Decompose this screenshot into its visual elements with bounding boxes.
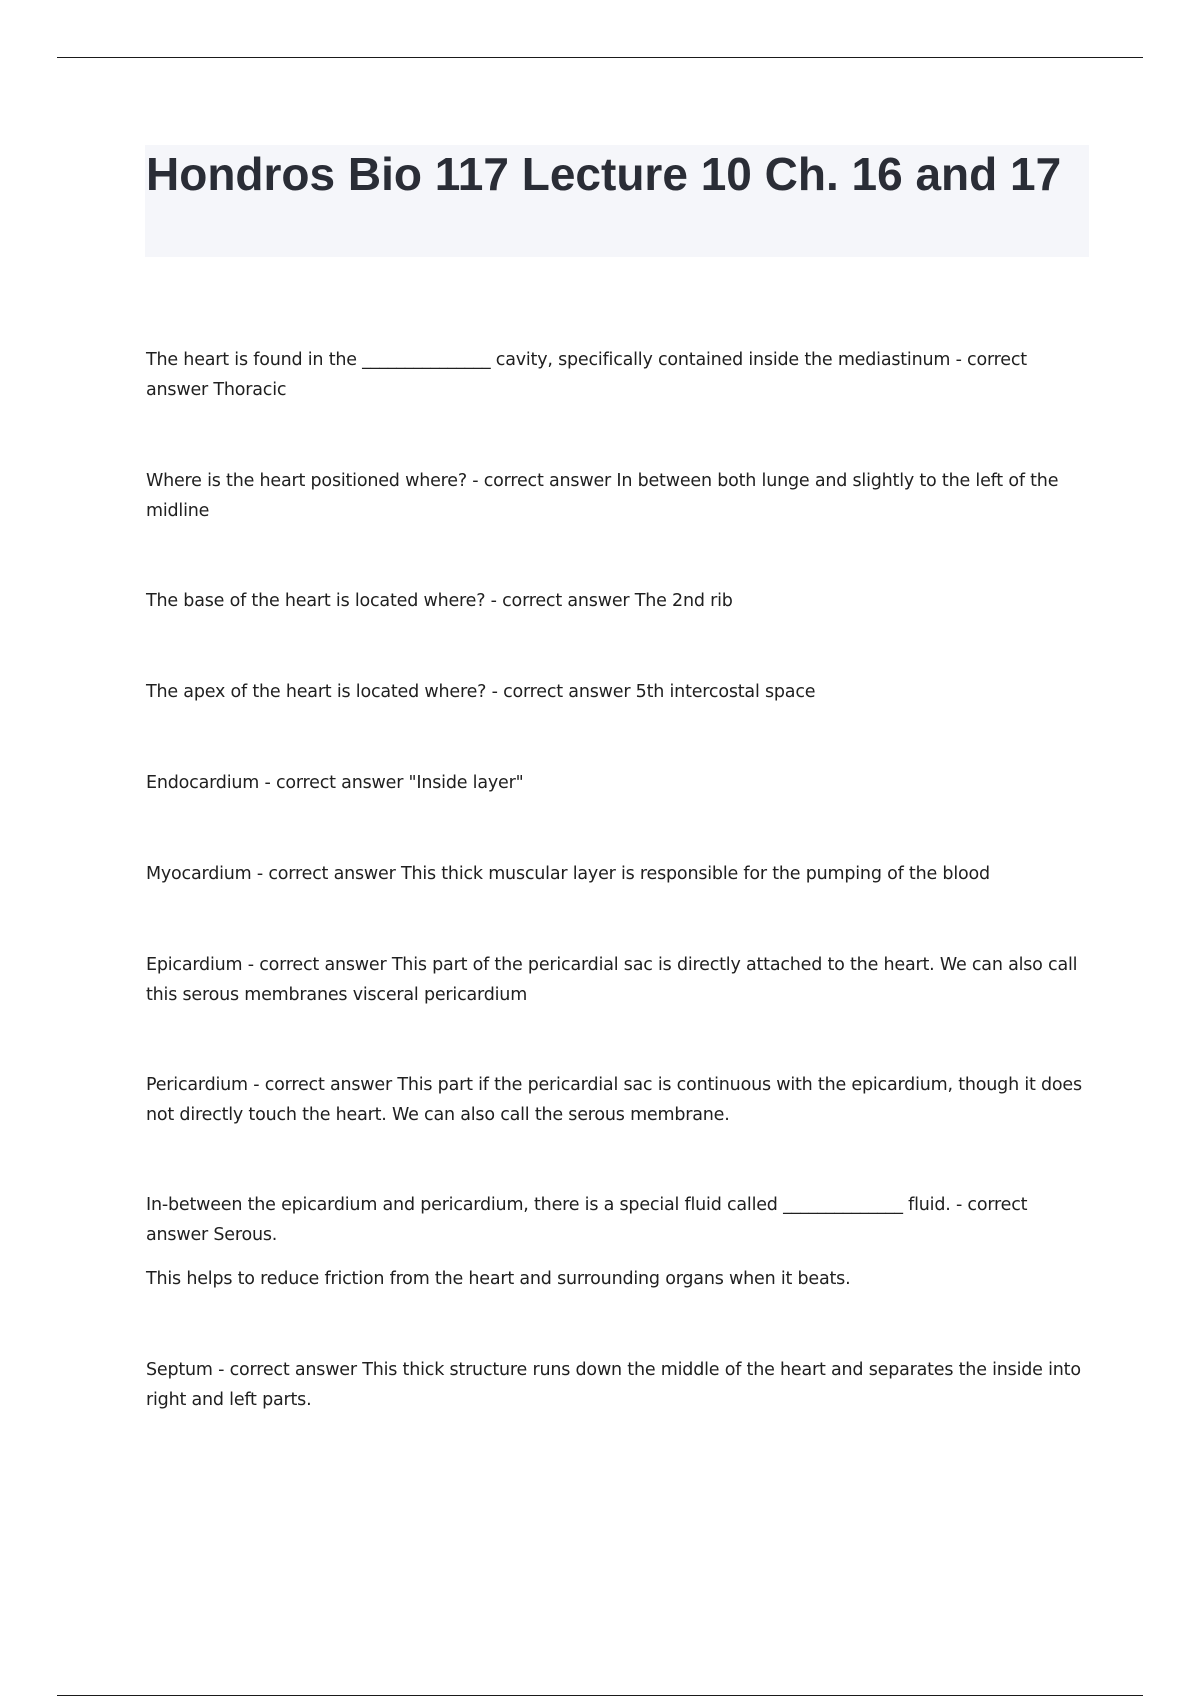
qa-item-serous-fluid: In-between the epicardium and pericardium, there is a special fluid called ______________ fluid. - correct answer Serous. xyxy=(146,1195,1028,1245)
qa-item-heart-position: Where is the heart positioned where? - correct answer In between both lunge and slightly to the left of the midline xyxy=(146,471,1059,521)
bottom-rule xyxy=(57,1695,1143,1696)
qa-item-endocardium: Endocardium - correct answer "Inside layer" xyxy=(146,773,524,793)
qa-item-heart-apex: The apex of the heart is located where? - correct answer 5th intercostal space xyxy=(146,682,816,702)
qa-item-septum: Septum - correct answer This thick structure runs down the middle of the heart and separates the inside into right and left parts. xyxy=(146,1360,1081,1410)
qa-item-heart-base: The base of the heart is located where? - correct answer The 2nd rib xyxy=(146,591,733,611)
qa-item-epicardium: Epicardium - correct answer This part of the pericardial sac is directly attached to the heart. We can also call this serous membranes visceral pericardium xyxy=(146,955,1078,1005)
qa-item-serous-note: This helps to reduce friction from the heart and surrounding organs when it beats. xyxy=(146,1269,851,1289)
page-title: Hondros Bio 117 Lecture 10 Ch. 16 and 17 xyxy=(146,148,1062,200)
qa-item-pericardium: Pericardium - correct answer This part if the pericardial sac is continuous with the epicardium, though it does not directly touch the heart. We can also call the serous membrane. xyxy=(146,1075,1082,1125)
qa-item-thoracic: The heart is found in the _______________ cavity, specifically contained inside the mediastinum - correct answer Thoracic xyxy=(146,350,1027,400)
qa-item-myocardium: Myocardium - correct answer This thick muscular layer is responsible for the pumping of the blood xyxy=(146,864,990,884)
top-rule xyxy=(57,57,1143,58)
